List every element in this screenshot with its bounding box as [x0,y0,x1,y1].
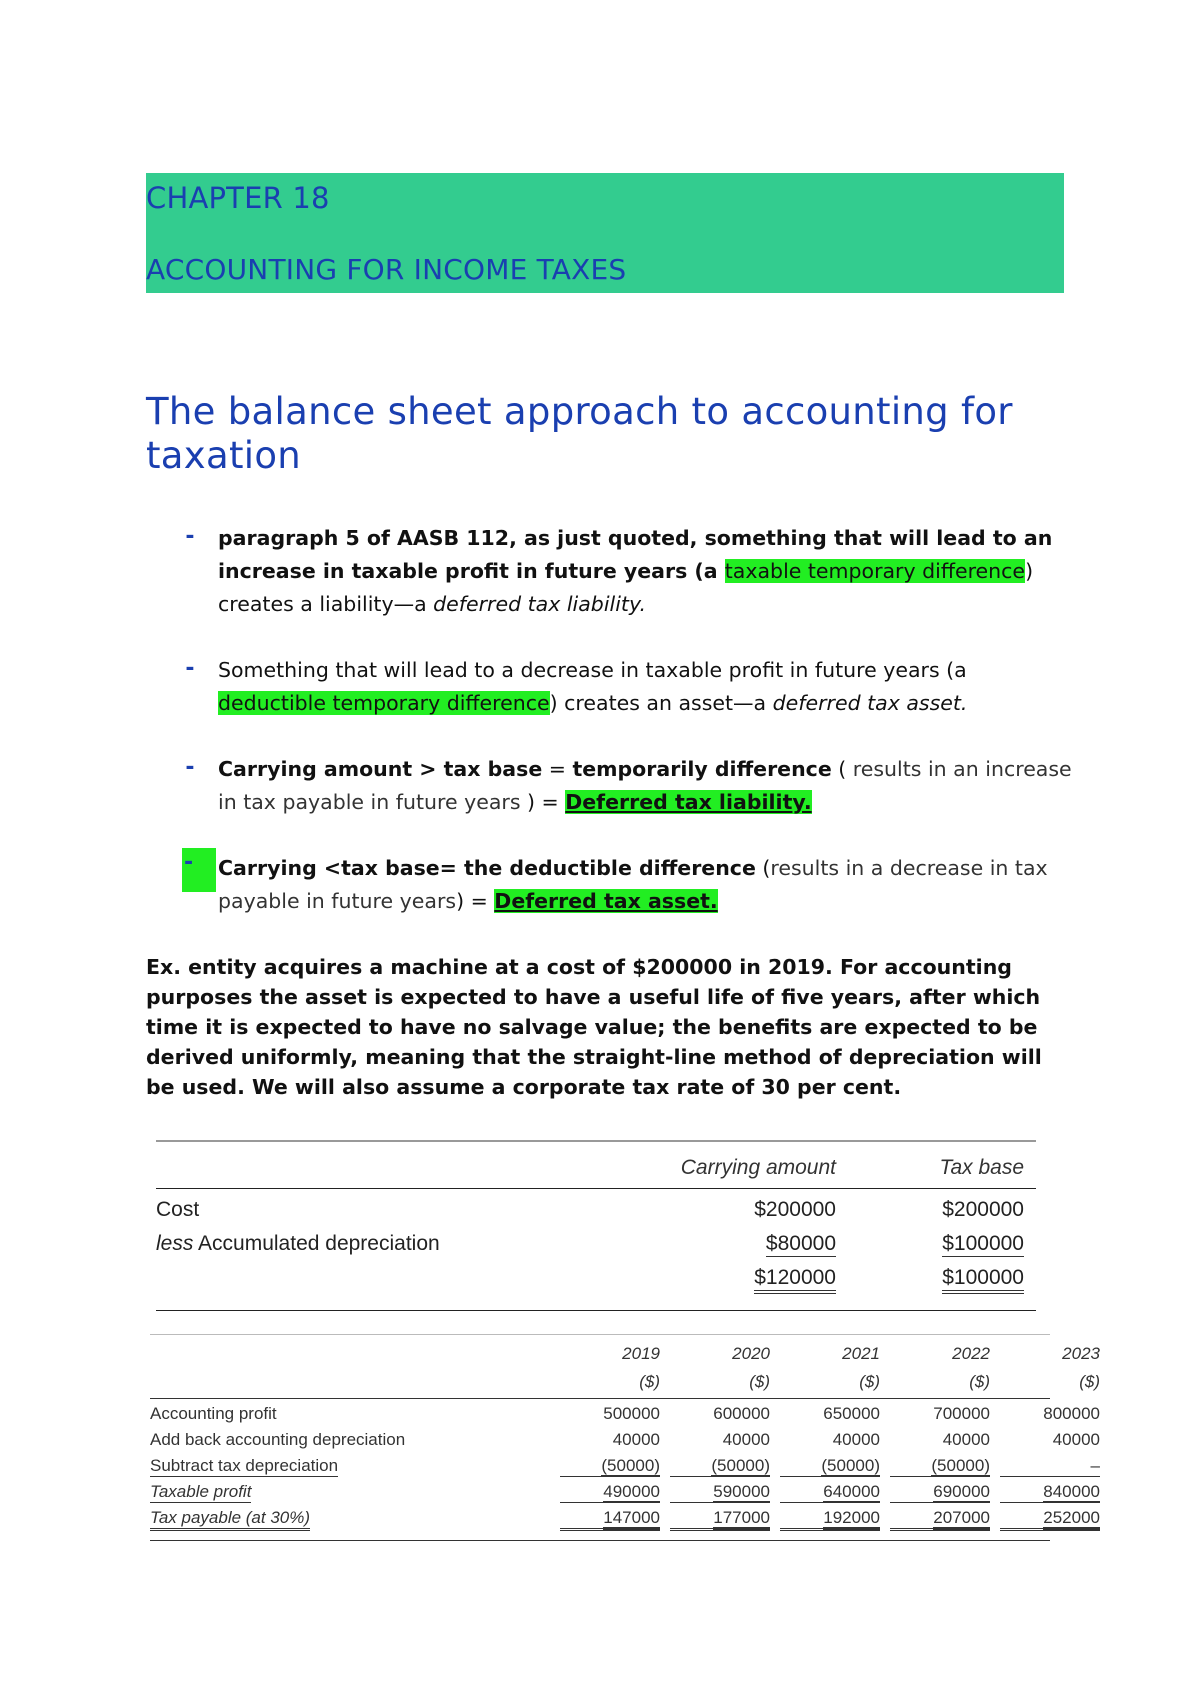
cell-value-text: 690000 [933,1482,990,1501]
unit-label: ($) [1079,1372,1100,1391]
cell-value-text: 840000 [1043,1482,1100,1501]
cell-value: 500000 [603,1404,660,1423]
paren-close: ) = [520,790,566,814]
cell-carrying: $200000 [754,1198,836,1221]
table-header-row [156,1156,1036,1188]
highlight-taxable-temporary-difference: taxable temporary difference [724,559,1026,583]
cell-value-text: 590000 [713,1482,770,1501]
header-carrying-amount: Carrying amount [680,1156,836,1179]
cell-value [670,1508,770,1531]
term-deferred-tax-asset: deferred tax asset. [772,691,968,715]
row-label [150,1456,338,1477]
row-label [150,1482,251,1503]
rule-carrying-greater: Carrying amount > tax base [218,757,543,781]
equals-sign: = [542,757,573,781]
cell-value-text: (50000) [601,1456,660,1475]
rule-temporary-difference: temporarily difference [572,757,832,781]
bullet-text-start: paragraph 5 of AASB 112, as just quoted, something that will lead to an increase in taxable profit in future years (a [218,526,1053,583]
cell-value: 700000 [933,1404,990,1423]
cell-value [1000,1508,1100,1531]
table-bottom-rule [156,1310,1036,1311]
header-tax-base: Tax base [939,1156,1024,1179]
cell-value-text: 640000 [823,1482,880,1501]
row-accounting-profit [150,1404,1100,1430]
row-label [150,1508,310,1531]
cell-value [670,1456,770,1477]
cell-value [670,1482,770,1503]
row-tax-payable [150,1508,1100,1534]
cell-value [1000,1456,1100,1477]
bullet-dash-highlighted: - [182,848,216,892]
cell-tax-base: $200000 [942,1198,1024,1221]
example-paragraph: Ex. entity acquires a machine at a cost of $200000 in 2019. For accounting purposes the asset is expected to have a useful life of five years, after which time it is expected to have no salvage value; the benefits are expected to be derived uniformly, meaning that the straight-line method of depreciation will be used. We will also assume a corporate tax rate of 30 per cent. [146,955,1042,1099]
year-2019: 2019 [622,1344,660,1363]
result-deferred-tax-asset: Deferred tax asset. [494,889,718,913]
table-bottom-rule [150,1540,1050,1541]
cell-value-text: 207000 [933,1508,990,1530]
bullet-text-mid: ) creates a liability—a [218,559,1034,616]
year-2023: 2023 [1062,1344,1100,1363]
row-label-text: Subtract tax depreciation [150,1456,339,1475]
unit-label: ($) [639,1372,660,1391]
cell-value [780,1482,880,1503]
bullet-text-mid: ) creates an asset—a [549,691,773,715]
cell-value: 40000 [612,1430,660,1449]
cell-value [890,1508,990,1531]
bullet-carrying-greater [146,753,1076,819]
cell-value-text: (50000) [931,1456,990,1475]
years-header-row [150,1344,1100,1370]
cell-value-text: 252000 [1043,1508,1100,1530]
cell-value-text: (50000) [711,1456,770,1475]
row-add-back-depreciation [150,1430,1100,1456]
unit-label: ($) [749,1372,770,1391]
cell-value: 40000 [722,1430,770,1449]
rule-explanation: results in an increase in tax payable in future years [218,757,1072,814]
chapter-banner [146,173,1064,293]
chapter-title: ACCOUNTING FOR INCOME TAXES [146,253,627,286]
header-rule [156,1188,1036,1189]
cell-value-text: (50000) [821,1456,880,1475]
row-taxable-profit [150,1482,1100,1508]
cell-value: 40000 [832,1430,880,1449]
paren-close: ) = [456,889,495,913]
cell-value-text: 147000 [603,1508,660,1530]
row-label-italic: less [156,1232,194,1255]
cell-value-text: 192000 [823,1508,880,1530]
highlight-deductible-temporary-difference: deductible temporary difference [218,691,550,715]
bullet-list [146,522,1076,951]
paren-open: ( [831,757,853,781]
bullet-deductible-difference [146,654,1076,720]
bullet-taxable-difference [146,522,1076,621]
section-heading: The balance sheet approach to accounting for taxation [146,390,1013,477]
rule-carrying-less: Carrying <tax base= the deductible difference [218,856,756,880]
row-label-text: Taxable profit [150,1482,252,1501]
cell-value: 40000 [942,1430,990,1449]
bullet-dash: - [185,524,195,549]
cell-value-text: – [1090,1456,1100,1475]
unit-header-row [150,1372,1100,1398]
cell-value [560,1482,660,1503]
paren-open: ( [755,856,771,880]
table-top-rule [156,1140,1036,1142]
header-rule [150,1398,1050,1399]
cell-value [560,1508,660,1531]
year-2022: 2022 [952,1344,990,1363]
cell-carrying-total: $120000 [754,1266,836,1294]
bullet-text-start: Something that will lead to a decrease in taxable profit in future years (a [218,658,967,682]
cell-tax-base-total: $100000 [942,1266,1024,1294]
row-label-text: Accumulated depreciation [193,1232,440,1255]
rule-explanation: results in a decrease in tax payable in future years [218,856,1048,913]
row-label [156,1198,199,1222]
row-subtract-tax-depreciation [150,1456,1100,1482]
cell-value [780,1456,880,1477]
cell-value [890,1456,990,1477]
cell-value: 40000 [1052,1430,1100,1449]
cell-value [890,1482,990,1503]
chapter-number: CHAPTER 18 [146,181,330,215]
bullet-dash: - [185,656,195,681]
cell-value: 800000 [1043,1404,1100,1423]
row-label-text: Tax payable (at 30%) [150,1508,311,1527]
term-deferred-tax-liability: deferred tax liability. [433,592,647,616]
cell-value [560,1456,660,1477]
table-row-accumulated-depreciation [156,1232,1036,1264]
year-2020: 2020 [732,1344,770,1363]
cell-value-text: 490000 [603,1482,660,1501]
table-top-rule [150,1334,1050,1335]
bullet-carrying-less [146,852,1076,918]
cell-value [1000,1482,1100,1503]
year-2021: 2021 [842,1344,880,1363]
row-label [156,1232,440,1256]
result-deferred-tax-liability: Deferred tax liability. [565,790,812,814]
cell-value [780,1508,880,1531]
cell-value-text: 177000 [713,1508,770,1530]
cell-carrying: $80000 [765,1232,836,1255]
row-label: Accounting profit [150,1404,277,1423]
row-label: Add back accounting depreciation [150,1430,406,1449]
cell-value: 650000 [823,1404,880,1423]
row-label-text: Cost [156,1198,200,1221]
unit-label: ($) [969,1372,990,1391]
cell-tax-base: $100000 [942,1232,1024,1255]
unit-label: ($) [859,1372,880,1391]
table-row-cost [156,1198,1036,1230]
table-row-total [156,1266,1036,1298]
cell-value: 600000 [713,1404,770,1423]
bullet-dash: - [185,755,195,780]
